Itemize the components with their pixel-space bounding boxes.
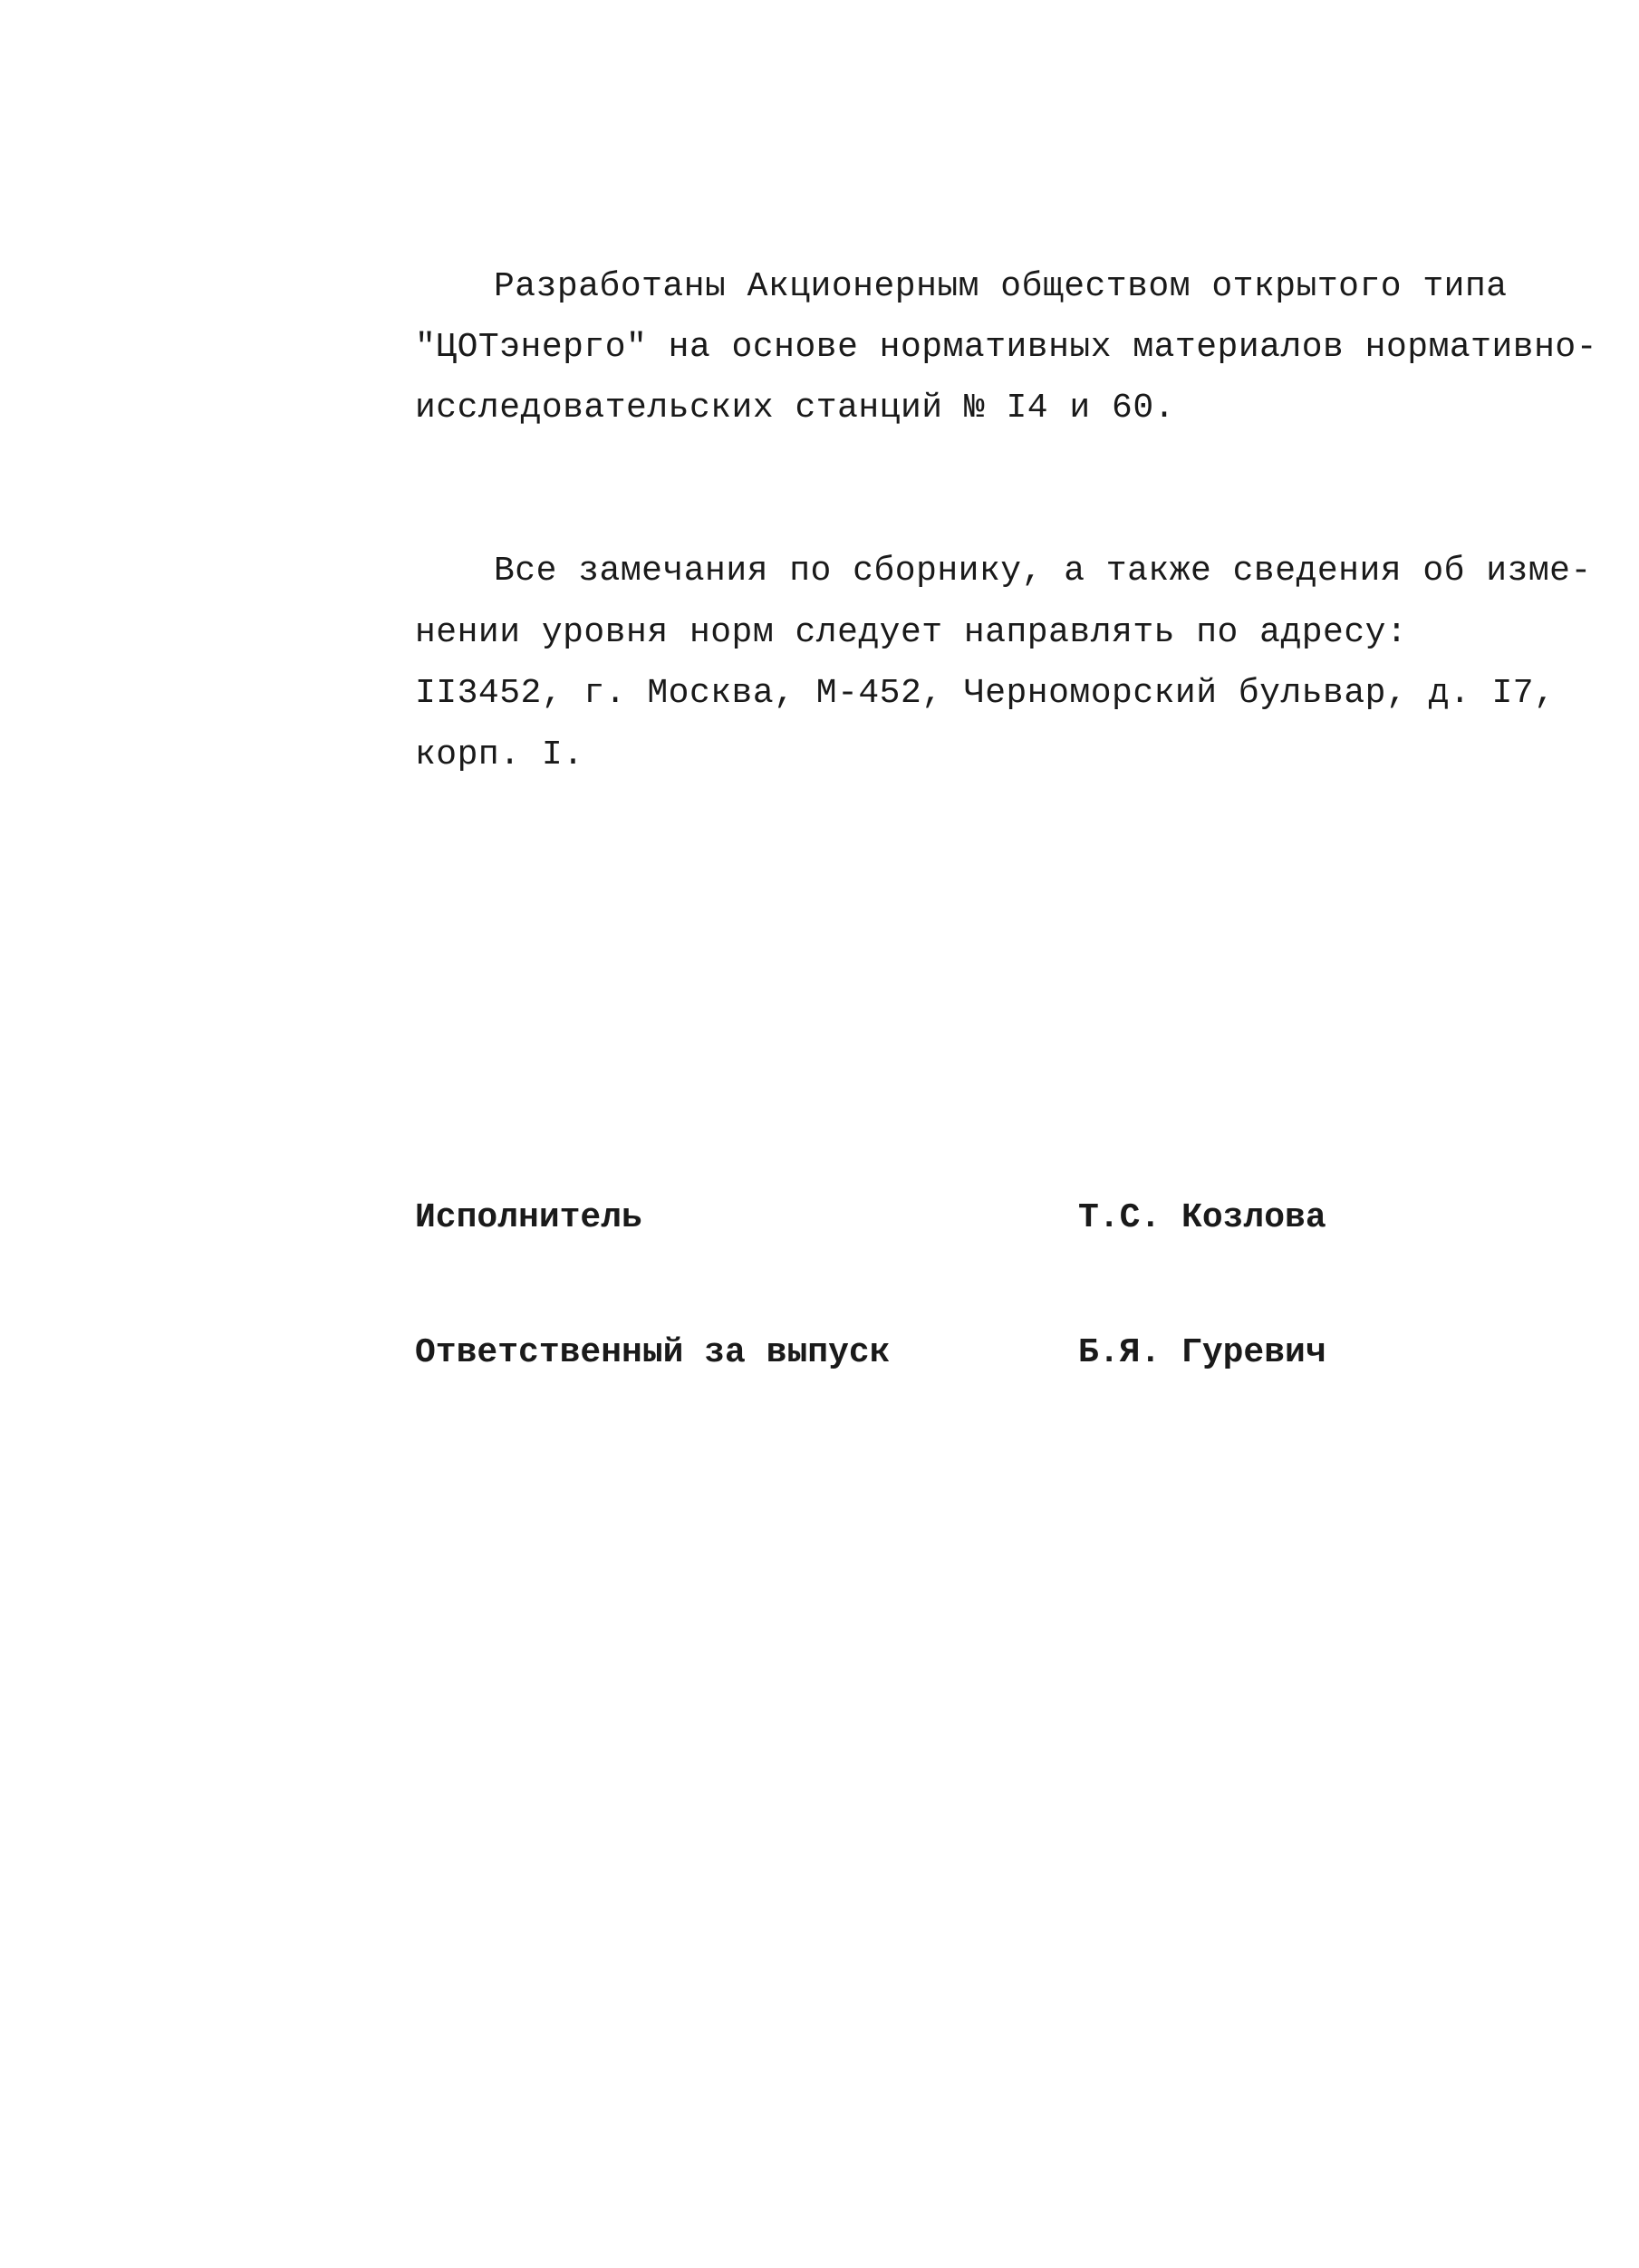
executor-name: Т.С. Козлова xyxy=(1078,1198,1326,1237)
developer-text-line-3: исследовательских станций № I4 и 60. xyxy=(415,389,1175,428)
executor-label: Исполнитель xyxy=(415,1198,642,1237)
address-line-2: корп. I. xyxy=(415,735,584,774)
responsible-name: Б.Я. Гуревич xyxy=(1078,1333,1326,1372)
developer-text-line-2: "ЦОТэнерго" на основе нормативных материалов нормативно- xyxy=(415,328,1598,367)
responsible-label: Ответственный за выпуск xyxy=(415,1333,891,1372)
remarks-text-line-1: Все замечания по сборнику, а также сведения об изме- xyxy=(494,552,1592,591)
remarks-text-line-2: нении уровня норм следует направлять по адресу: xyxy=(415,613,1408,652)
address-line: II3452, г. Москва, М-452, Черноморский бульвар, д. I7, xyxy=(415,674,1556,713)
developer-text-line-1: Разработаны Акционерным обществом открытого типа xyxy=(494,267,1508,306)
